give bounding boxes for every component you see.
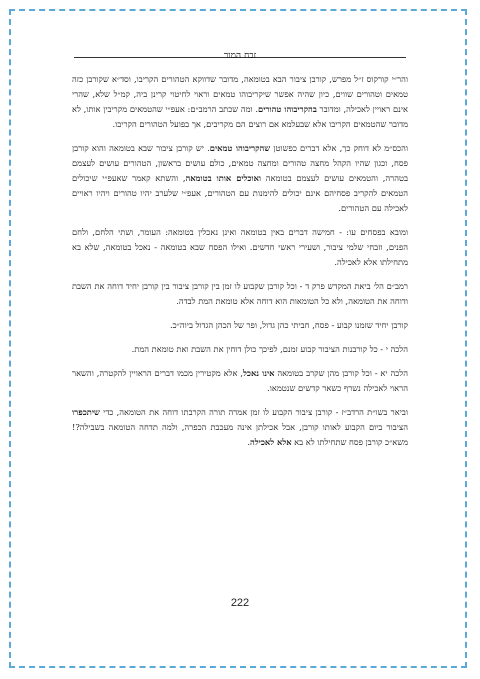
page-body (72, 72, 408, 459)
text-run: הציבור ביום הקבוע לאותו קורבן, אבל אכילתן אינה מעכבת הכפרה, ולמה תדחה הטומאה בשבילה?! משא״כ קורבן פסח שתחילתו לא בא (72, 422, 408, 447)
text-run: וביאר בשו״ת הרדב״ז - קורבן ציבור הקבוע לו זמן אמרה תורה הקרבתו דוחה את הטומאה, כדי (99, 407, 408, 417)
bold-run: אינו נאכל (243, 368, 275, 378)
text-run: , והשתא קאמר שאעפ״י שיכולים הטמאים להקריב פסחיהם אינם יכולים להימנות עם הטהורים, אעפ״י שלערב יהיו טהורים ויהיו ראויים לאכילה עם הטהורים. (72, 173, 408, 213)
paragraph-4 (72, 279, 408, 309)
text-run: רמב״ם הל׳ ביאת המקדש פרק ד - וכל קורבן שקבוע לו זמן בין קורבן ציבור בין קורבן יחיד דוחה את השבת ודוחה את הטומאה, ולא כל הטומאות הוא דוחה אלא טומאת המת לבדה. (72, 281, 408, 306)
text-run: . ומה שכתב הרמב״ם: אעפ״י שהטמאים מקריבין אותו, לא מדובר שהטמאים הקריבו אלא שבעלמא אם רוצים הם מקריבים, אך בפועל הטהורים הקריבו. (72, 104, 408, 129)
bold-run: ואוכלים אותו בטומאה (185, 173, 262, 183)
bold-run: בהקריבוהו טהורים (258, 104, 317, 114)
page-number: 222 (230, 597, 250, 609)
bold-run: אלא לאכילה (250, 437, 292, 447)
text-run: והכס״מ לא דוחק כך, אלא דברים כפשוטן (270, 143, 408, 153)
bold-run: שיתכפרו (72, 407, 100, 417)
bold-run: שהקריבוהו טמאים (209, 143, 271, 153)
paragraph-6 (72, 342, 408, 357)
text-run: . (247, 437, 251, 447)
paragraph-2 (72, 141, 408, 216)
text-run: הלכה יא - וכל קורבן מהן שקרב בטומאה (274, 368, 408, 378)
text-run: ומובא בפסחים עו: - חמישה דברים באין בטומאה ואינן נאכלין בטומאה: העומר, ושתי הלחם, ולחם הפנים, וזבחי שלמי ציבור, ושעירי ראשי חדשים. ואילו הפסח שבא בטומאה - נאכל בטומאה, שלא בא מתחילתו אלא לאכילה. (72, 227, 408, 267)
paragraph-5 (72, 318, 408, 333)
text-run: והר״י קורקוס ז״ל מפרש, קורבן ציבור הבא בטומאה, מדובר שדווקא הטהורים הקריבו, וסד״א שקורבן כזה טמאים וטהורים שווים, כיון שהיה אפשר שיקריבוהו טמאים וראוי לחיטוי קרינן ביה, קמ״ל שלא, שהרי אינם ראויין לאכילה, ומדובר (72, 74, 408, 114)
header-title: זבח המור (223, 51, 257, 61)
paragraph-8 (72, 405, 408, 450)
paragraph-7 (72, 366, 408, 396)
text-run: , אלא מקטירין מכמו דברים הראויין להקטרה, והשאר הראוי לאכילה נשרף כשאר קדשים שנטמאו. (72, 368, 408, 393)
running-header (74, 43, 406, 61)
paragraph-1 (72, 72, 408, 132)
text-run: הלכה י - כל קורבנות הציבור קבוע זמנם, לפיכך כולן דוחין את השבת ואת טומאת המת. (131, 344, 408, 354)
text-run: קורבן יחיד שזמנו קבוע - פסח, חביתי כהן גדול, ופר של הכהן הגדול ביוה״כ. (170, 320, 408, 330)
text-run: . יש קורבן ציבור שבא בטומאה והוא קורבן פסח, וכגון שהיו הקהל מחצה טהורים ומחצה טמאים, כולם עושים בראשון, הטהורים עושים לעצמם בטהרה, והטמאים עושים לעצמם בטומאה (72, 143, 408, 183)
paragraph-3 (72, 225, 408, 270)
